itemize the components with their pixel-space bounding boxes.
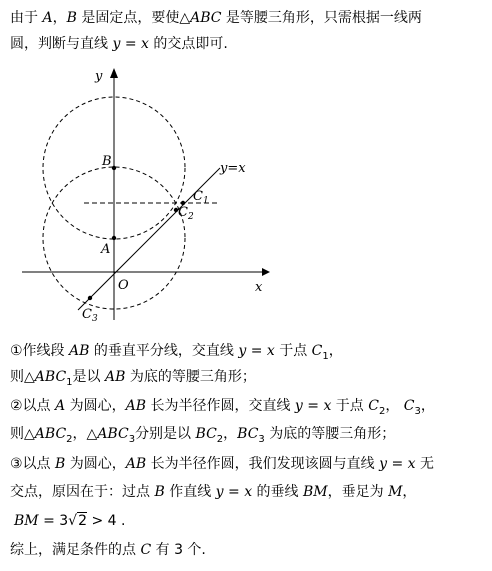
step3-line-1: ③以点 B 为圆心，AB 长为半径作圆，我们发现该圆与直线 y = x 无 xyxy=(10,456,434,472)
step1-line-2: 则$\triangle ABC_1$是以 AB 为底的等腰三角形； xyxy=(10,369,256,388)
label-c2: $C_2$ xyxy=(178,205,194,222)
step2-line-2: 则$\triangle ABC_2$，$\triangle ABC_3$分别是以 $BC_2$，$BC_3$ 为底的等腰三角形； xyxy=(10,426,396,445)
label-c1: $C_1$ xyxy=(193,189,209,206)
step1-line-1: ①作线段 AB 的垂直平分线，交直线 y = x 于点 $C_1$， xyxy=(10,343,343,362)
x-axis-label: x xyxy=(255,280,263,295)
point-c3 xyxy=(88,296,92,300)
intro-line-2: 圆，判断与直线 y = x 的交点即可. xyxy=(10,36,228,52)
label-a: A xyxy=(101,242,111,257)
step2-line-1: ②以点 A 为圆心，AB 长为半径作圆，交直线 y = x 于点 $C_2$， $C_3$， xyxy=(10,398,435,417)
sqrt-sign: √2 xyxy=(68,513,88,529)
var-b: B xyxy=(66,10,77,26)
label-c3: $C_3$ xyxy=(82,307,98,324)
point-a xyxy=(112,236,116,240)
y-axis-arrow xyxy=(110,68,118,78)
y-axis-label: y xyxy=(95,69,103,84)
intro-line-1: 由于 A，B 是固定点，要使△ABC 是等腰三角形，只需根据一线两 xyxy=(10,10,422,26)
point-b xyxy=(112,166,116,170)
var-a: A xyxy=(42,10,53,26)
conclusion-line: 综上，满足条件的点 C 有 3 个. xyxy=(10,542,206,558)
step3-line-2: 交点，原因在于：过点 B 作直线 y = x 的垂线 BM，垂足为 M， xyxy=(10,484,417,500)
label-b: B xyxy=(102,154,112,169)
origin-label: O xyxy=(118,278,129,293)
label-line: y=x xyxy=(220,161,246,176)
equation-y-eq-x: y = x xyxy=(112,36,149,52)
triangle-abc: ABC xyxy=(190,10,222,26)
geometry-figure xyxy=(0,58,492,328)
step3-line-3: BM = 3√2 > 4 . xyxy=(14,513,126,529)
x-axis-arrow xyxy=(262,268,270,276)
